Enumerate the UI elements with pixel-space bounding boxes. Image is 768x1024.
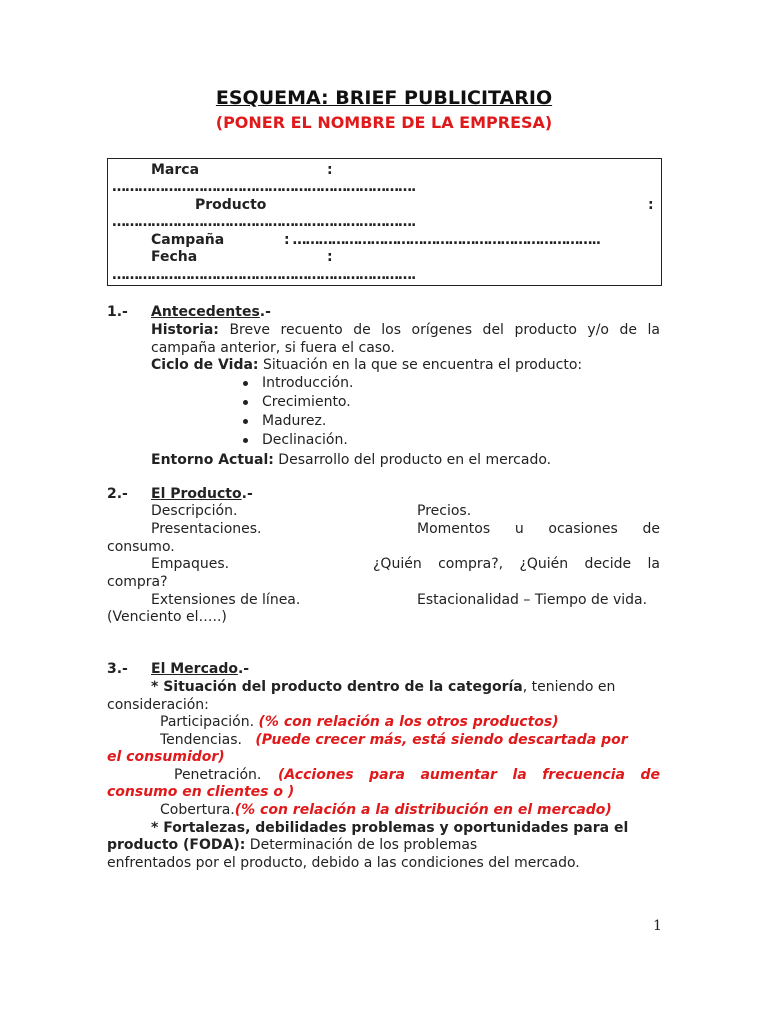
section2-number: 2.- [107, 486, 128, 502]
historia-text: Breve recuento de los orígenes del producto y/o de la [229, 322, 660, 338]
ciclo-line [151, 356, 582, 374]
bullet-introduccion: Introducción. [262, 375, 354, 391]
section3-heading [151, 660, 249, 678]
momentos-text: Momentos u ocasiones de [417, 521, 660, 537]
bullet-icon [243, 381, 248, 386]
venciento-text: (Venciento el…..) [107, 609, 227, 625]
section3-number: 3.- [107, 661, 128, 677]
bullet-declinacion: Declinación. [262, 432, 348, 448]
participacion-label: Participación. [160, 714, 255, 730]
bullet-icon [243, 419, 248, 424]
entorno-line [151, 451, 551, 469]
extensiones-text: Extensiones de línea. [151, 592, 301, 608]
estacionalidad-text: Estacionalidad – Tiempo de vida. [417, 592, 648, 608]
bullet-madurez: Madurez. [262, 413, 327, 429]
producto-dots: ……………………………………………………………. [112, 214, 416, 230]
ciclo-label: Ciclo de Vida: [151, 357, 259, 373]
campana-dots: : …………………………………………………………….. [284, 232, 601, 248]
historia-text-cont: campaña anterior, si fuera el caso. [151, 340, 395, 356]
historia-label: Historia: [151, 322, 219, 338]
situacion-rest: , teniendo en [522, 679, 616, 695]
section1-heading-text: Antecedentes [151, 304, 260, 320]
page-number: 1 [653, 918, 662, 934]
cobertura-line [160, 801, 612, 819]
tendencias-note-cont: el consumidor) [107, 749, 225, 765]
situacion-line [151, 678, 660, 696]
producto-label: Producto [195, 197, 267, 213]
foda-heading: * Fortalezas, debilidades problemas y oportunidades para el [151, 820, 629, 836]
tendencias-note: (Puede crecer más, está siendo descartada por [255, 732, 628, 748]
foda-line-2 [107, 836, 477, 854]
penetracion-note-cont: consumo en clientes o ) [107, 784, 295, 800]
consumo-text: consumo. [107, 539, 175, 555]
fecha-dots: ……………………………………………………………. [112, 267, 416, 283]
entorno-label: Entorno Actual: [151, 452, 274, 468]
section2-heading [151, 485, 253, 503]
section3-heading-text: El Mercado [151, 661, 238, 677]
section1-heading-suffix: .- [259, 304, 271, 320]
bullet-icon [243, 400, 248, 405]
bullet-icon [243, 438, 248, 443]
campana-label: Campaña [151, 232, 225, 248]
participacion-line [160, 713, 559, 731]
historia-line [151, 321, 660, 339]
cobertura-label: Cobertura. [160, 802, 235, 818]
compra-text: compra? [107, 574, 168, 590]
section1-heading [151, 303, 271, 321]
empaques-text: Empaques. [151, 556, 230, 572]
ciclo-text: Situación en la que se encuentra el producto: [262, 357, 583, 373]
penetracion-note: (Acciones para aumentar la frecuencia de [278, 767, 660, 783]
precios-text: Precios. [417, 503, 472, 519]
bullet-crecimiento: Crecimiento. [262, 394, 351, 410]
section3-heading-suffix: .- [237, 661, 250, 677]
marca-label: Marca [151, 162, 200, 178]
fecha-colon: : [327, 249, 333, 265]
penetracion-label: Penetración. [174, 767, 262, 783]
foda-text: Determinación de los problemas [249, 837, 478, 853]
section1-number: 1.- [107, 304, 128, 320]
section2-heading-suffix: .- [241, 486, 253, 502]
marca-colon: : [327, 162, 333, 178]
marca-dots: ……………………………………………………………. [112, 179, 416, 195]
tendencias-label: Tendencias. [160, 732, 242, 748]
presentaciones-text: Presentaciones. [151, 521, 262, 537]
page-subtitle: (PONER EL NOMBRE DE LA EMPRESA) [215, 113, 553, 132]
page-title: ESQUEMA: BRIEF PUBLICITARIO [215, 87, 553, 109]
section2-heading-text: El Producto [151, 486, 242, 502]
cobertura-note: (% con relación a la distribución en el mercado) [234, 802, 612, 818]
foda-text-cont: enfrentados por el producto, debido a las condiciones del mercado. [107, 855, 580, 871]
tendencias-line [160, 731, 628, 749]
descripcion-text: Descripción. [151, 503, 238, 519]
quien-compra-text: ¿Quién compra?, ¿Quién decide la [373, 556, 660, 572]
foda-label: producto (FODA): [107, 837, 246, 853]
entorno-text: Desarrollo del producto en el mercado. [278, 452, 552, 468]
producto-colon: : [648, 197, 654, 213]
consideracion-text: consideración: [107, 697, 209, 713]
participacion-note: (% con relación a los otros productos) [258, 714, 559, 730]
fecha-label: Fecha [151, 249, 198, 265]
situacion-bold: * Situación del producto dentro de la categoría [151, 679, 523, 695]
